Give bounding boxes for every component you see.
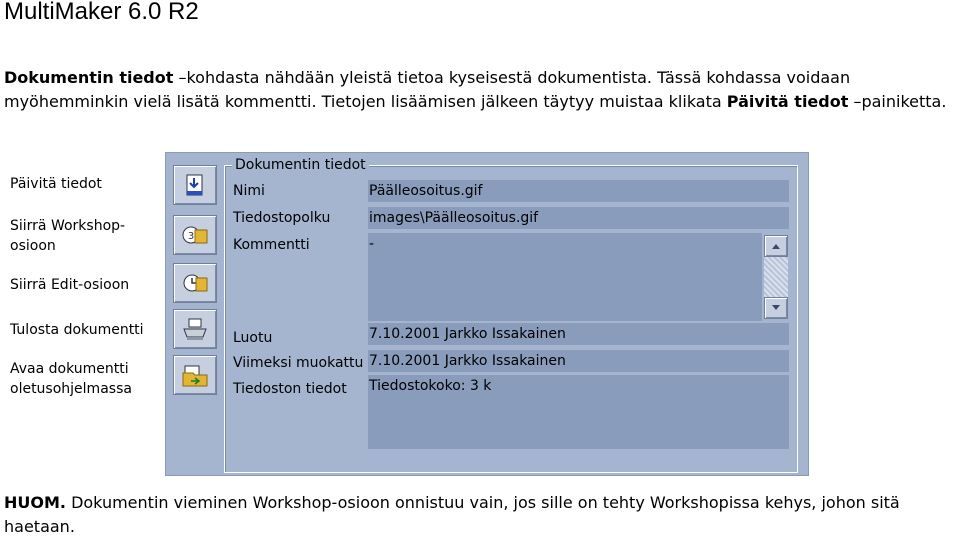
path-field: images\Päälleosoitus.gif [368,207,789,229]
document-arrow-icon [181,171,209,199]
file-info-label: Tiedoston tiedot [233,381,347,397]
path-label: Tiedostopolku [233,210,331,226]
open-button[interactable] [173,355,217,395]
comment-label: Kommentti [233,237,310,253]
label-open: Avaa dokumentti oletusohjelmassa [10,361,132,397]
intro-paragraph [4,66,958,114]
created-field: 7.10.2001 Jarkko Issakainen [368,323,789,345]
edit-button[interactable] [173,263,217,303]
arrow-down-icon [771,304,781,312]
fieldset-legend: Dokumentin tiedot [232,157,369,173]
workshop-button[interactable] [173,215,217,255]
intro-text-2: –painiketta. [848,92,947,111]
note-bold-lead: HUOM. [4,493,66,512]
intro-bold-lead: Dokumentin tiedot [4,68,174,87]
arrow-up-icon [771,242,781,250]
svg-text:3: 3 [187,231,195,242]
modified-field: 7.10.2001 Jarkko Issakainen [368,350,789,372]
page-title: MultiMaker 6.0 R2 [4,0,199,25]
side-toolbar [166,153,223,475]
printer-icon [181,315,209,343]
open-folder-icon [181,361,209,389]
note-paragraph [4,491,958,539]
comment-scrollbar[interactable] [764,235,788,319]
scroll-up-button[interactable] [764,235,788,257]
label-print: Tulosta dokumentti [10,322,144,338]
label-workshop: Siirrä Workshop- osioon [10,218,126,254]
comment-textarea[interactable]: - [368,233,762,321]
intro-text-1: –kohdasta nähdään yleistä tietoa kyseisestä dokumentista. Tässä kohdassa voidaan myöhemminkin vielä lisätä kommentti. Tietojen lisäämisen jälkeen täytyy muistaa klikata [4,68,851,111]
workshop-folder-icon [181,221,209,249]
document-info-panel [165,152,809,476]
created-label: Luotu [233,330,273,346]
edit-clock-icon [181,269,209,297]
label-edit: Siirrä Edit-osioon [10,277,130,293]
print-button[interactable] [173,309,217,349]
name-field: Päälleosoitus.gif [368,180,789,202]
file-info-field: Tiedostokoko: 3 k [368,375,789,449]
name-label: Nimi [233,183,265,199]
note-text: Dokumentin vieminen Workshop-osioon onnistuu vain, jos sille on tehty Workshopissa kehys, johon sitä haetaan. [4,493,900,536]
scroll-down-button[interactable] [764,297,788,319]
label-update: Päivitä tiedot [10,176,102,192]
intro-bold-action: Päivitä tiedot [726,92,849,111]
modified-label: Viimeksi muokattu [233,355,364,371]
update-button[interactable] [173,165,217,205]
side-labels [0,150,170,450]
